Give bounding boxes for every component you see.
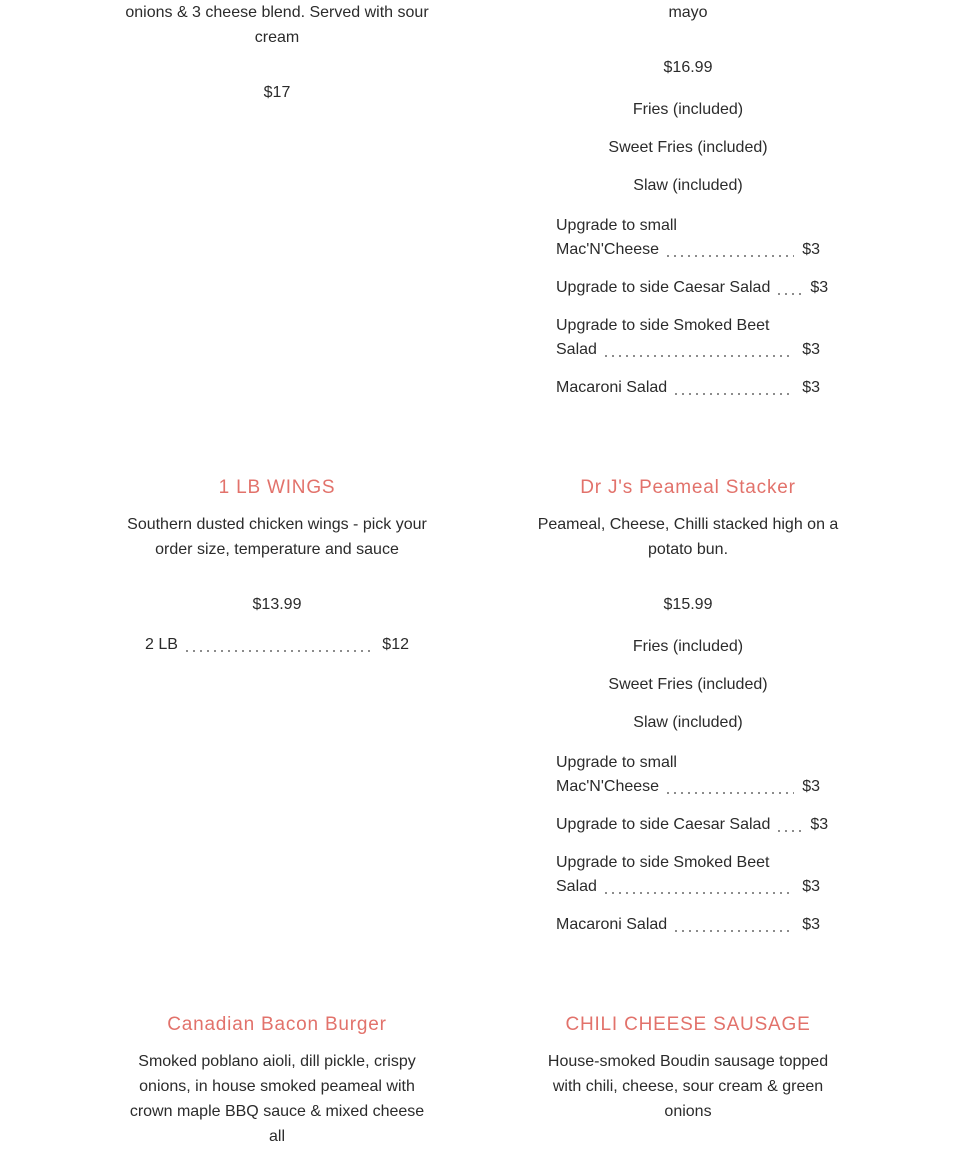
option-price: $3 [802, 878, 820, 895]
option-label: Upgrade to small [556, 754, 677, 771]
item-description: mayo [668, 4, 708, 21]
option-price: $12 [382, 636, 409, 653]
menu-item [483, 0, 894, 400]
item-title: Dr J's Peameal Stacker [580, 477, 796, 498]
included-side: Slaw (included) [633, 177, 743, 194]
item-title: CHILI CHEESE SAUSAGE [565, 1014, 811, 1035]
upgrade-option [556, 314, 820, 362]
option-label: 2 LB [145, 636, 178, 653]
upgrade-option [556, 913, 820, 937]
upgrade-option [556, 813, 829, 837]
included-side: Sweet Fries (included) [608, 676, 768, 693]
upgrade-options-list [556, 737, 829, 937]
option-price: $3 [802, 916, 820, 933]
menu-item [72, 1013, 483, 1149]
item-description: onions & 3 cheese blend. Served with sour cream [125, 4, 429, 46]
menu-item [483, 476, 894, 937]
option-label: Macaroni Salad [556, 379, 668, 396]
dotted-leader [675, 393, 794, 395]
dotted-leader [605, 355, 794, 357]
option-label: Upgrade to side Smoked Beet [556, 317, 770, 334]
option-label: Mac'N'Cheese [556, 778, 660, 795]
size-option [145, 633, 409, 657]
item-title: Canadian Bacon Burger [167, 1014, 387, 1035]
option-label: Upgrade to side Caesar Salad [556, 279, 771, 296]
upgrade-option [556, 376, 820, 400]
item-title: 1 LB WINGS [218, 477, 336, 498]
item-price: $13.99 [252, 596, 302, 613]
dotted-leader [667, 792, 794, 794]
menu-grid [72, 0, 894, 1149]
item-description: Peameal, Cheese, Chilli stacked high on a potato bun. [537, 516, 839, 558]
upgrade-option [556, 851, 820, 899]
dotted-leader [778, 293, 802, 295]
option-label: Upgrade to side Caesar Salad [556, 816, 771, 833]
included-sides-list [608, 621, 767, 735]
dotted-leader [778, 830, 802, 832]
upgrade-option [556, 214, 820, 262]
item-price: $15.99 [663, 596, 713, 613]
option-price: $3 [802, 379, 820, 396]
option-label: Salad [556, 878, 597, 895]
included-sides-list [608, 84, 767, 198]
item-description: House-smoked Boudin sausage topped with chili, cheese, sour cream & green onions [547, 1053, 829, 1120]
option-label: Macaroni Salad [556, 916, 668, 933]
dotted-leader [186, 650, 374, 652]
option-price: $3 [802, 778, 820, 795]
option-label: Upgrade to side Smoked Beet [556, 854, 770, 871]
item-description: Smoked poblano aioli, dill pickle, crispy onions, in house smoked peameal with crown maple BBQ sauce & mixed cheese all [129, 1053, 425, 1145]
item-price: $17 [263, 84, 291, 101]
dotted-leader [605, 892, 794, 894]
menu-item [72, 476, 483, 657]
option-price: $3 [802, 241, 820, 258]
item-description: Southern dusted chicken wings - pick your order size, temperature and sauce [127, 516, 427, 558]
option-label: Salad [556, 341, 597, 358]
dotted-leader [667, 255, 794, 257]
menu-item [72, 0, 483, 105]
included-side: Slaw (included) [633, 714, 743, 731]
option-label: Upgrade to small [556, 217, 677, 234]
size-options-list [145, 619, 409, 657]
menu-item [483, 1013, 894, 1124]
included-side: Fries (included) [632, 101, 744, 118]
dotted-leader [675, 930, 794, 932]
item-price: $16.99 [663, 59, 713, 76]
option-price: $3 [810, 279, 829, 296]
upgrade-option [556, 276, 829, 300]
included-side: Sweet Fries (included) [608, 139, 768, 156]
upgrade-options-list [556, 200, 829, 400]
upgrade-option [556, 751, 820, 799]
option-price: $3 [802, 341, 820, 358]
option-price: $3 [810, 816, 829, 833]
option-label: Mac'N'Cheese [556, 241, 660, 258]
included-side: Fries (included) [632, 638, 744, 655]
